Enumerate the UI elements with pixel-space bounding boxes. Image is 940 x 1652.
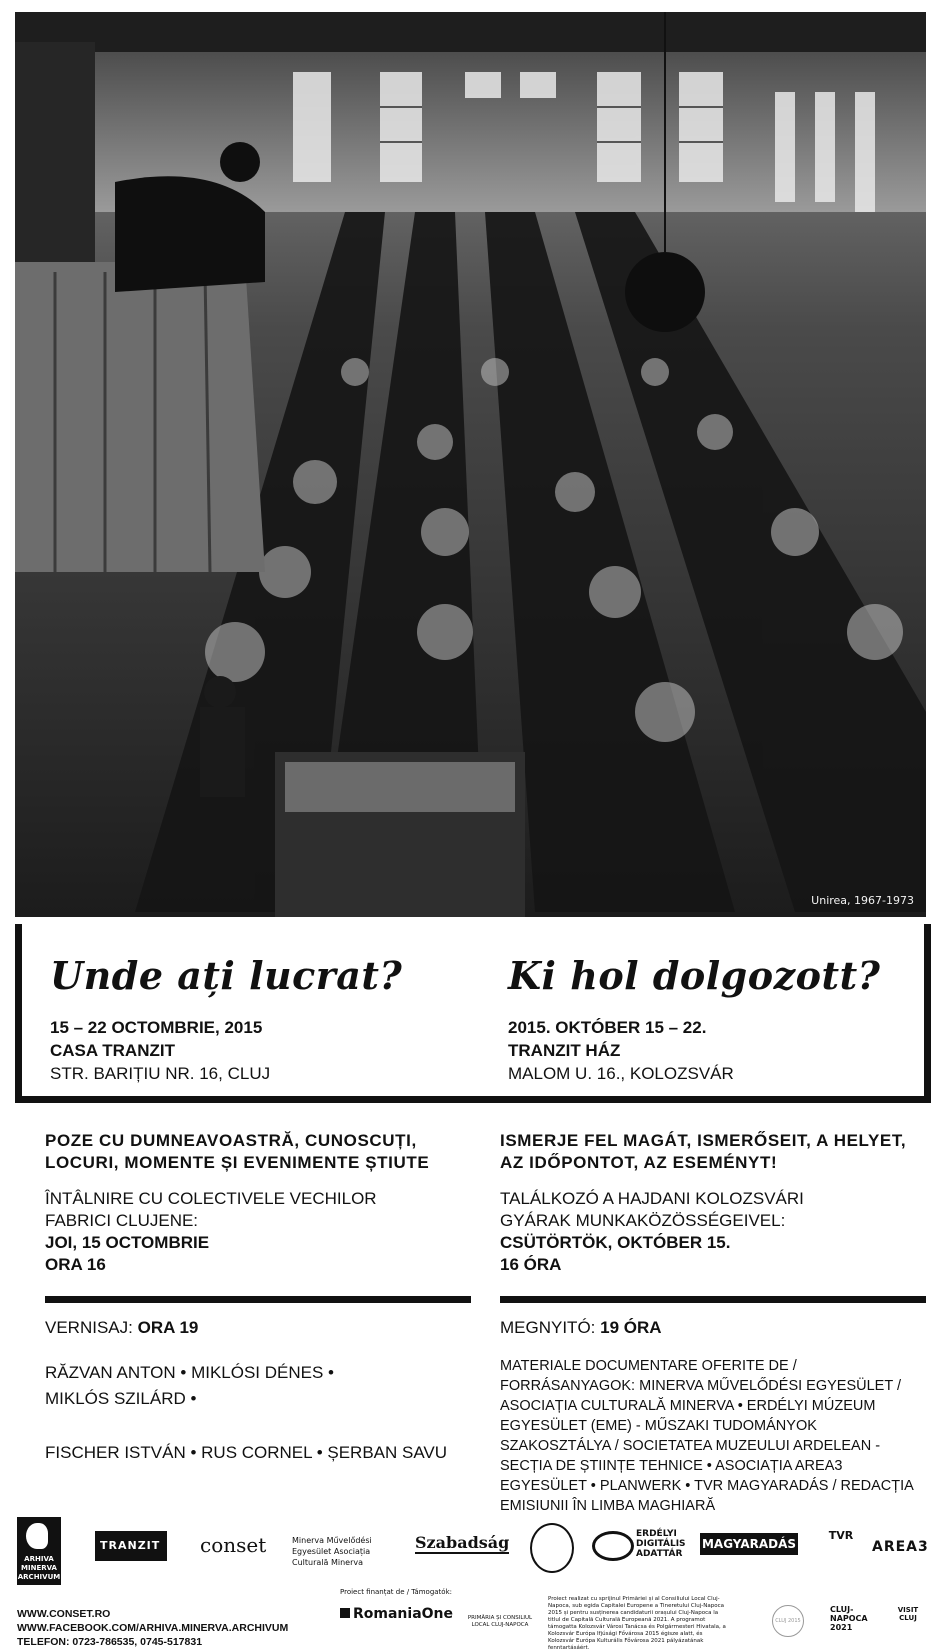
vernisaj-label: MEGNYITÓ: xyxy=(500,1318,596,1337)
website-link[interactable]: WWW.CONSET.RO xyxy=(17,1608,111,1620)
title-column-hungarian xyxy=(508,924,940,1085)
romaniaone-text: RomaniaOne xyxy=(353,1606,454,1622)
info-romanian xyxy=(45,1130,475,1276)
artist-line: MIKLÓS SZILÁRD • xyxy=(45,1389,197,1408)
primaria-logo: PRIMĂRIA ȘI CONSILIUL LOCAL CLUJ-NAPOCA xyxy=(467,1615,533,1628)
eda-logo-icon xyxy=(592,1531,634,1561)
info-hungarian xyxy=(500,1130,930,1276)
vernisaj-label: VERNISAJ: xyxy=(45,1318,133,1337)
title-hungarian: Ki hol dolgozott? xyxy=(508,953,881,998)
factory-photo xyxy=(15,12,926,917)
materials-credits: MATERIALE DOCUMENTARE OFERITE DE / FORRÁSANYAGOK: MINERVA MŰVELŐDÉSI EGYESÜLET / ASOCIAȚIA CULTURALĂ MINERVA • ERDÉLYI MÚZEUM EGYESÜLET (EME) - MŰSZAKI TUDOMÁNYOK SZAKOSZTÁLYA / SOCIETATEA MUZEULUI ARDELEAN - SECȚIA DE ȘTIINȚE TEHNICE • ASOCIAȚIA AREA3 EGYESÜLET • PLANWERK • TVR MAGYARADÁS / REDACȚIA EMISIUNII ÎN LIMBA MAGHIARĂ xyxy=(500,1358,914,1514)
meeting-line: ÎNTÂLNIRE CU COLECTIVELE VECHILOR xyxy=(45,1189,377,1208)
meeting-romanian xyxy=(45,1188,475,1276)
clujnapoca2021-logo: CLUJ-NAPOCA 2021 xyxy=(830,1605,868,1632)
visitcluj-logo: VISIT CLUJ xyxy=(897,1606,919,1622)
tranzit-logo xyxy=(95,1531,167,1561)
event-details-hungarian xyxy=(508,1016,940,1085)
event-dates: 2015. OKTÓBER 15 – 22. xyxy=(508,1018,707,1037)
cluj2015-logo: CLUJ 2015 xyxy=(772,1605,804,1637)
divider-rule xyxy=(45,1296,471,1303)
event-address: MALOM U. 16., KOLOZSVÁR xyxy=(508,1064,734,1083)
eda-logo-text: ERDÉLYI DIGITÁLIS ADATTÁR xyxy=(636,1529,686,1559)
artist-line: FISCHER ISTVÁN • RUS CORNEL • ȘERBAN SAVU xyxy=(45,1443,448,1462)
financed-label: Proiect finanțat de / Támogatók: xyxy=(340,1588,452,1596)
artist-names xyxy=(45,1360,465,1412)
vernisaj-time: 19 ÓRA xyxy=(600,1318,662,1337)
tvr-logo: TVR xyxy=(828,1529,854,1542)
conset-logo: conset xyxy=(200,1533,267,1557)
meeting-line: FABRICI CLUJENE: xyxy=(45,1211,199,1230)
project-funding-text: Proiect realizat cu sprijinul Primăriei și al Consiliului Local Cluj-Napoca, sub egida Capitalei Europene a Tineretului Cluj-Napoca 2015 și pentru susținerea candidaturii orașului Cluj-Napoca la titlul de Capitală Culturală Europeană 2021. A programot támogatta Kolozsvár Városi Tanácsa és Polgármesteri Hivatala, a Kolozsvár Európa Ifjúsági Fővárosa 2015 égisze alatt, és Kolozsvár Európa Kulturális Fővárosa 2021 pályázatának fenntartásáért. xyxy=(548,1596,726,1651)
mme-logo: Minerva Művelődési Egyesület Asociația Culturală Minerva xyxy=(292,1536,372,1567)
headline-romanian: POZE CU DUMNEAVOASTRĂ, CUNOSCUȚI, LOCURI, MOMENTE ȘI EVENIMENTE ȘTIUTE xyxy=(45,1131,430,1172)
event-details-romanian xyxy=(50,1016,490,1085)
meeting-hungarian xyxy=(500,1188,930,1276)
meeting-line: GYÁRAK MUNKAKÖZÖSSÉGEIVEL: xyxy=(500,1211,786,1230)
meeting-line: TALÁLKOZÓ A HAJDANI KOLOZSVÁRI xyxy=(500,1189,804,1208)
romaniaone-logo xyxy=(340,1606,453,1622)
vernisaj-romanian xyxy=(45,1318,198,1338)
meeting-hour: 16 ÓRA xyxy=(500,1255,562,1274)
photo-caption: Unirea, 1967-1973 xyxy=(811,894,914,907)
area3-logo: AREA3 xyxy=(872,1539,929,1555)
meeting-day: CSÜTÖRTÖK, OKTÓBER 15. xyxy=(500,1233,731,1252)
headline-hungarian: ISMERJE FEL MAGÁT, ISMERŐSEIT, A HELYET, AZ IDŐPONTOT, AZ ESEMÉNYT! xyxy=(500,1131,907,1172)
artist-line: RĂZVAN ANTON • MIKLÓSI DÉNES • xyxy=(45,1363,334,1382)
event-venue: CASA TRANZIT xyxy=(50,1041,175,1060)
meeting-hour: ORA 16 xyxy=(45,1255,106,1274)
facebook-link[interactable]: WWW.FACEBOOK.COM/ARHIVA.MINERVA.ARCHIVUM xyxy=(17,1622,289,1634)
romaniaone-square-icon xyxy=(340,1608,350,1618)
meeting-day: JOI, 15 OCTOMBRIE xyxy=(45,1233,210,1252)
factory-photo-image xyxy=(15,12,926,917)
title-column-romanian xyxy=(50,924,490,1085)
vernisaj-hungarian xyxy=(500,1318,662,1338)
eme-seal-icon xyxy=(530,1523,574,1573)
minerva-head-icon xyxy=(26,1523,48,1549)
event-address: STR. BARIȚIU NR. 16, CLUJ xyxy=(50,1064,271,1083)
contact-info xyxy=(17,1607,288,1649)
event-venue: TRANZIT HÁZ xyxy=(508,1041,621,1060)
event-dates: 15 – 22 OCTOMBRIE, 2015 xyxy=(50,1018,263,1037)
phone-number: TELEFON: 0723-786535, 0745-517831 xyxy=(17,1636,203,1648)
title-romanian: Unde ați lucrat? xyxy=(50,953,403,998)
vernisaj-time: ORA 19 xyxy=(137,1318,199,1337)
title-box xyxy=(15,924,931,1103)
tranzit-logo-text: TRANZIT xyxy=(100,1539,161,1552)
magyaradas-logo: MAGYARADÁS xyxy=(700,1533,798,1555)
minerva-logo-text: ARHIVA MINERVA ARCHIVUM xyxy=(17,1555,61,1581)
szabadsag-logo: Szabadság xyxy=(415,1533,510,1552)
divider-rule xyxy=(500,1296,926,1303)
minerva-archive-logo xyxy=(17,1517,61,1585)
